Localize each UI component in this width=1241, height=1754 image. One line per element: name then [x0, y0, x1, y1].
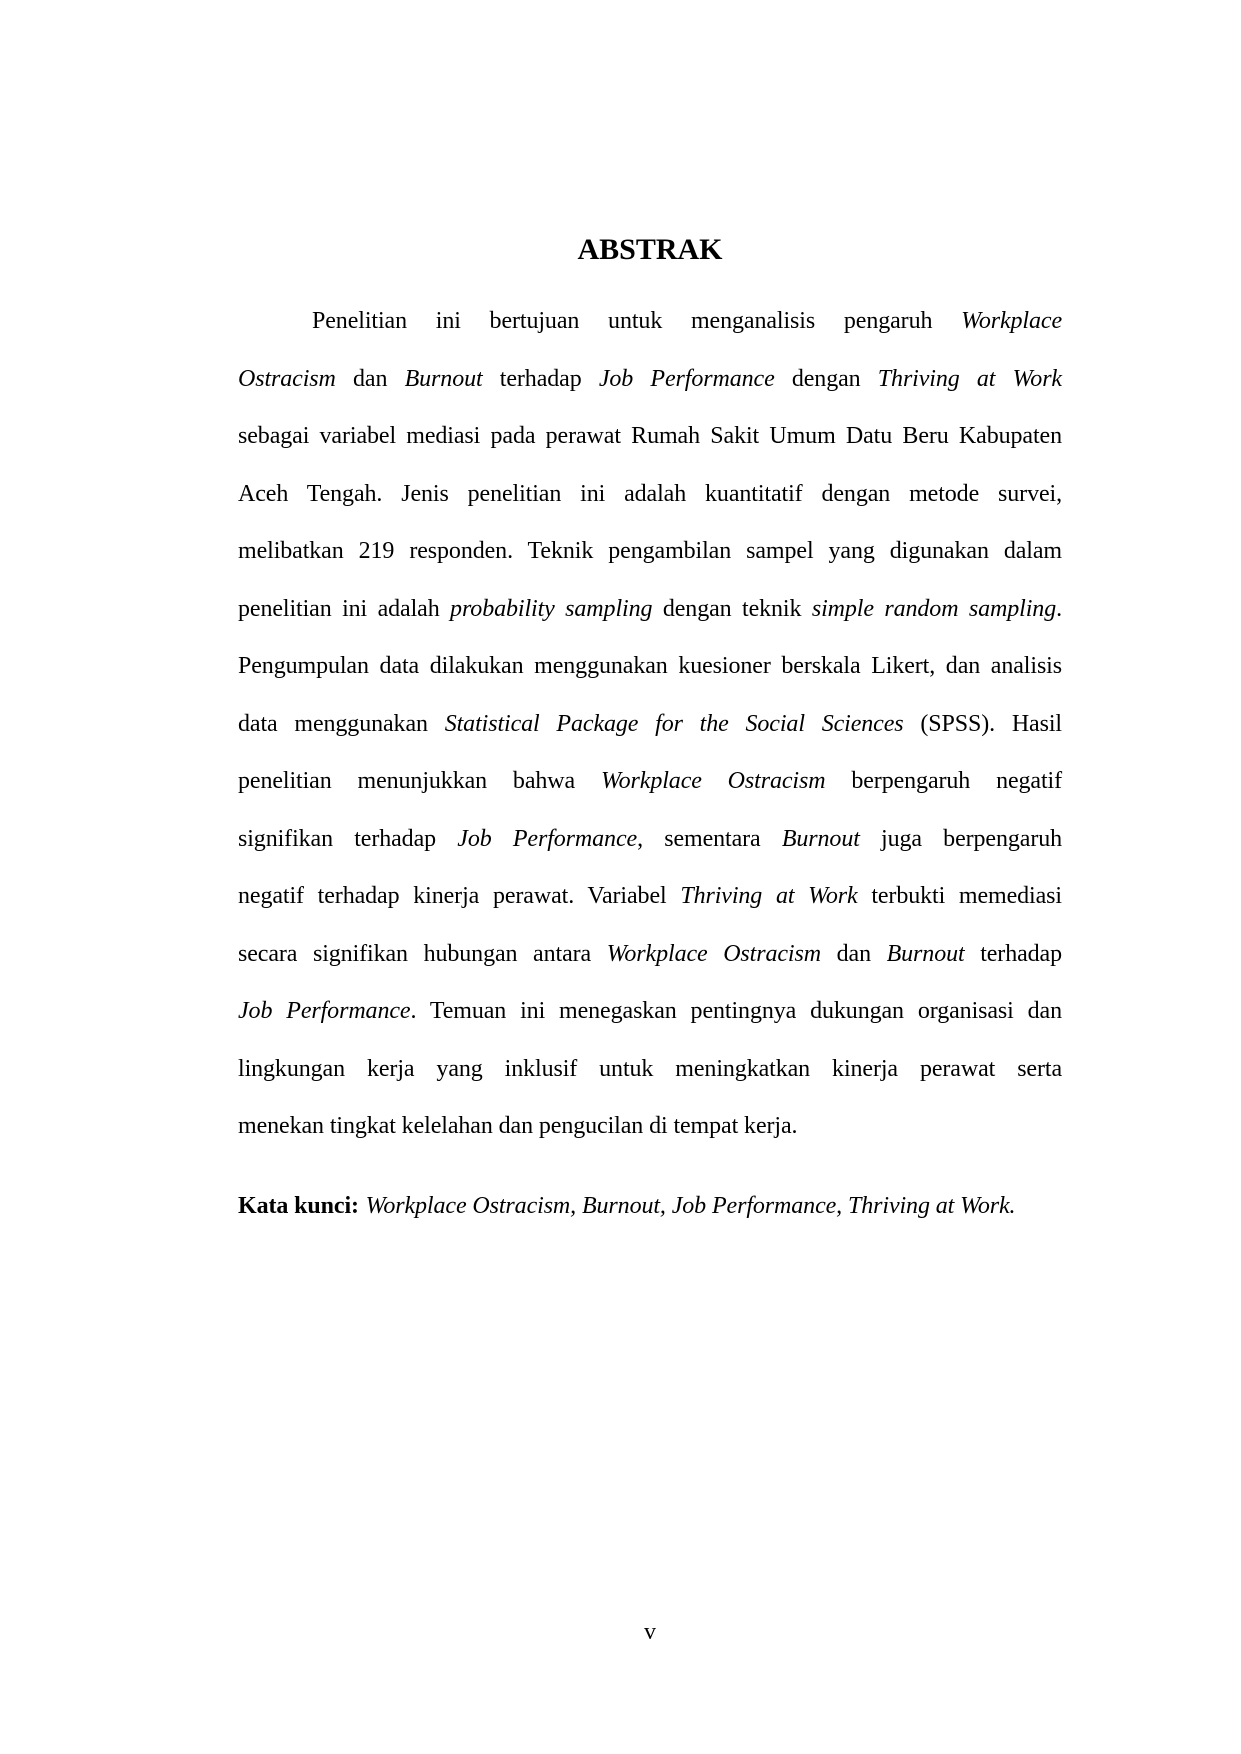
text-segment: terbukti memediasi: [857, 883, 1062, 909]
paragraph-line: [238, 868, 1062, 926]
paragraph-line: [238, 466, 1062, 524]
text-segment: lingkungan kerja yang inklusif untuk meningkatkan kinerja perawat serta: [238, 1055, 1062, 1082]
italic-text-segment: Burnout: [886, 940, 965, 967]
keywords-label: Kata kunci:: [238, 1193, 359, 1219]
first-line-indent: [238, 327, 312, 328]
text-segment: dan: [335, 365, 405, 392]
text-segment: berpengaruh negatif: [825, 768, 1063, 794]
text-segment: penelitian ini adalah: [238, 595, 451, 622]
italic-text-segment: Burnout: [781, 825, 860, 852]
italic-text-segment: Statistical Package for the Social Sciences: [444, 710, 904, 737]
text-segment: dan: [820, 940, 887, 967]
keywords-text: Workplace Ostracism, Burnout, Job Performance, Thriving at Work.: [365, 1193, 1016, 1219]
italic-text-segment: Job Performance: [598, 365, 775, 392]
text-segment: menekan tingkat kelelahan dan pengucilan di tempat kerja.: [238, 1113, 798, 1139]
text-segment: terhadap: [964, 940, 1063, 967]
text-segment: . Temuan ini menegaskan pentingnya dukungan organisasi dan: [410, 998, 1062, 1024]
text-segment: penelitian menunjukkan bahwa: [238, 768, 601, 794]
text-segment: data menggunakan: [238, 710, 445, 737]
text-segment: negatif terhadap kinerja perawat. Variabel: [238, 883, 681, 909]
italic-text-segment: Workplace: [961, 308, 1062, 334]
paragraph-line: [238, 581, 1062, 639]
italic-text-segment: Workplace Ostracism: [606, 940, 821, 967]
text-segment: dengan teknik: [652, 595, 812, 622]
keywords-line: [238, 1178, 1062, 1236]
italic-text-segment: Job Performance: [457, 825, 638, 852]
paragraph-line: [238, 293, 1062, 351]
paragraph-line: [238, 926, 1062, 984]
paragraph-line: [238, 983, 1062, 1041]
text-segment: secara signifikan hubungan antara: [238, 940, 607, 967]
italic-text-segment: simple random sampling: [811, 595, 1057, 622]
paragraph-line: [238, 1098, 1062, 1156]
text-segment: Pengumpulan data dilakukan menggunakan kuesioner berskala Likert, dan analisis: [238, 653, 1062, 679]
italic-text-segment: Thriving at Work: [877, 365, 1062, 392]
paragraph-line: [238, 1041, 1062, 1099]
text-segment: signifikan terhadap: [238, 825, 458, 852]
text-segment: sebagai variabel mediasi pada perawat Rumah Sakit Umum Datu Beru Kabupaten: [238, 423, 1062, 449]
text-segment: terhadap: [482, 365, 599, 392]
page-number: v: [644, 1619, 656, 1645]
paragraph-line: [238, 523, 1062, 581]
italic-text-segment: probability sampling: [450, 595, 653, 622]
text-segment: , sementara: [637, 825, 782, 852]
paragraph-line: [238, 696, 1062, 754]
text-segment: Penelitian ini bertujuan untuk menganalisis pengaruh: [312, 308, 962, 334]
text-segment: (SPSS). Hasil: [903, 710, 1062, 737]
italic-text-segment: Job Performance: [238, 998, 411, 1024]
text-segment: .: [1056, 595, 1062, 622]
italic-text-segment: Ostracism: [238, 365, 336, 392]
italic-text-segment: Thriving at Work: [680, 883, 858, 909]
text-segment: dengan: [774, 365, 878, 392]
text-segment: melibatkan 219 responden. Teknik pengambilan sampel yang digunakan dalam: [238, 538, 1062, 564]
italic-text-segment: Burnout: [404, 365, 483, 392]
paragraph-line: [238, 638, 1062, 696]
page-title: ABSTRAK: [577, 233, 723, 266]
paragraph-line: [238, 811, 1062, 869]
text-segment: juga berpengaruh: [859, 825, 1063, 852]
italic-text-segment: Workplace Ostracism: [600, 768, 826, 794]
abstract-paragraph: [238, 293, 1062, 1156]
paragraph-line: [238, 753, 1062, 811]
paragraph-line: [238, 351, 1062, 409]
text-segment: Aceh Tengah. Jenis penelitian ini adalah kuantitatif dengan metode survei,: [238, 480, 1062, 507]
paragraph-line: [238, 408, 1062, 466]
